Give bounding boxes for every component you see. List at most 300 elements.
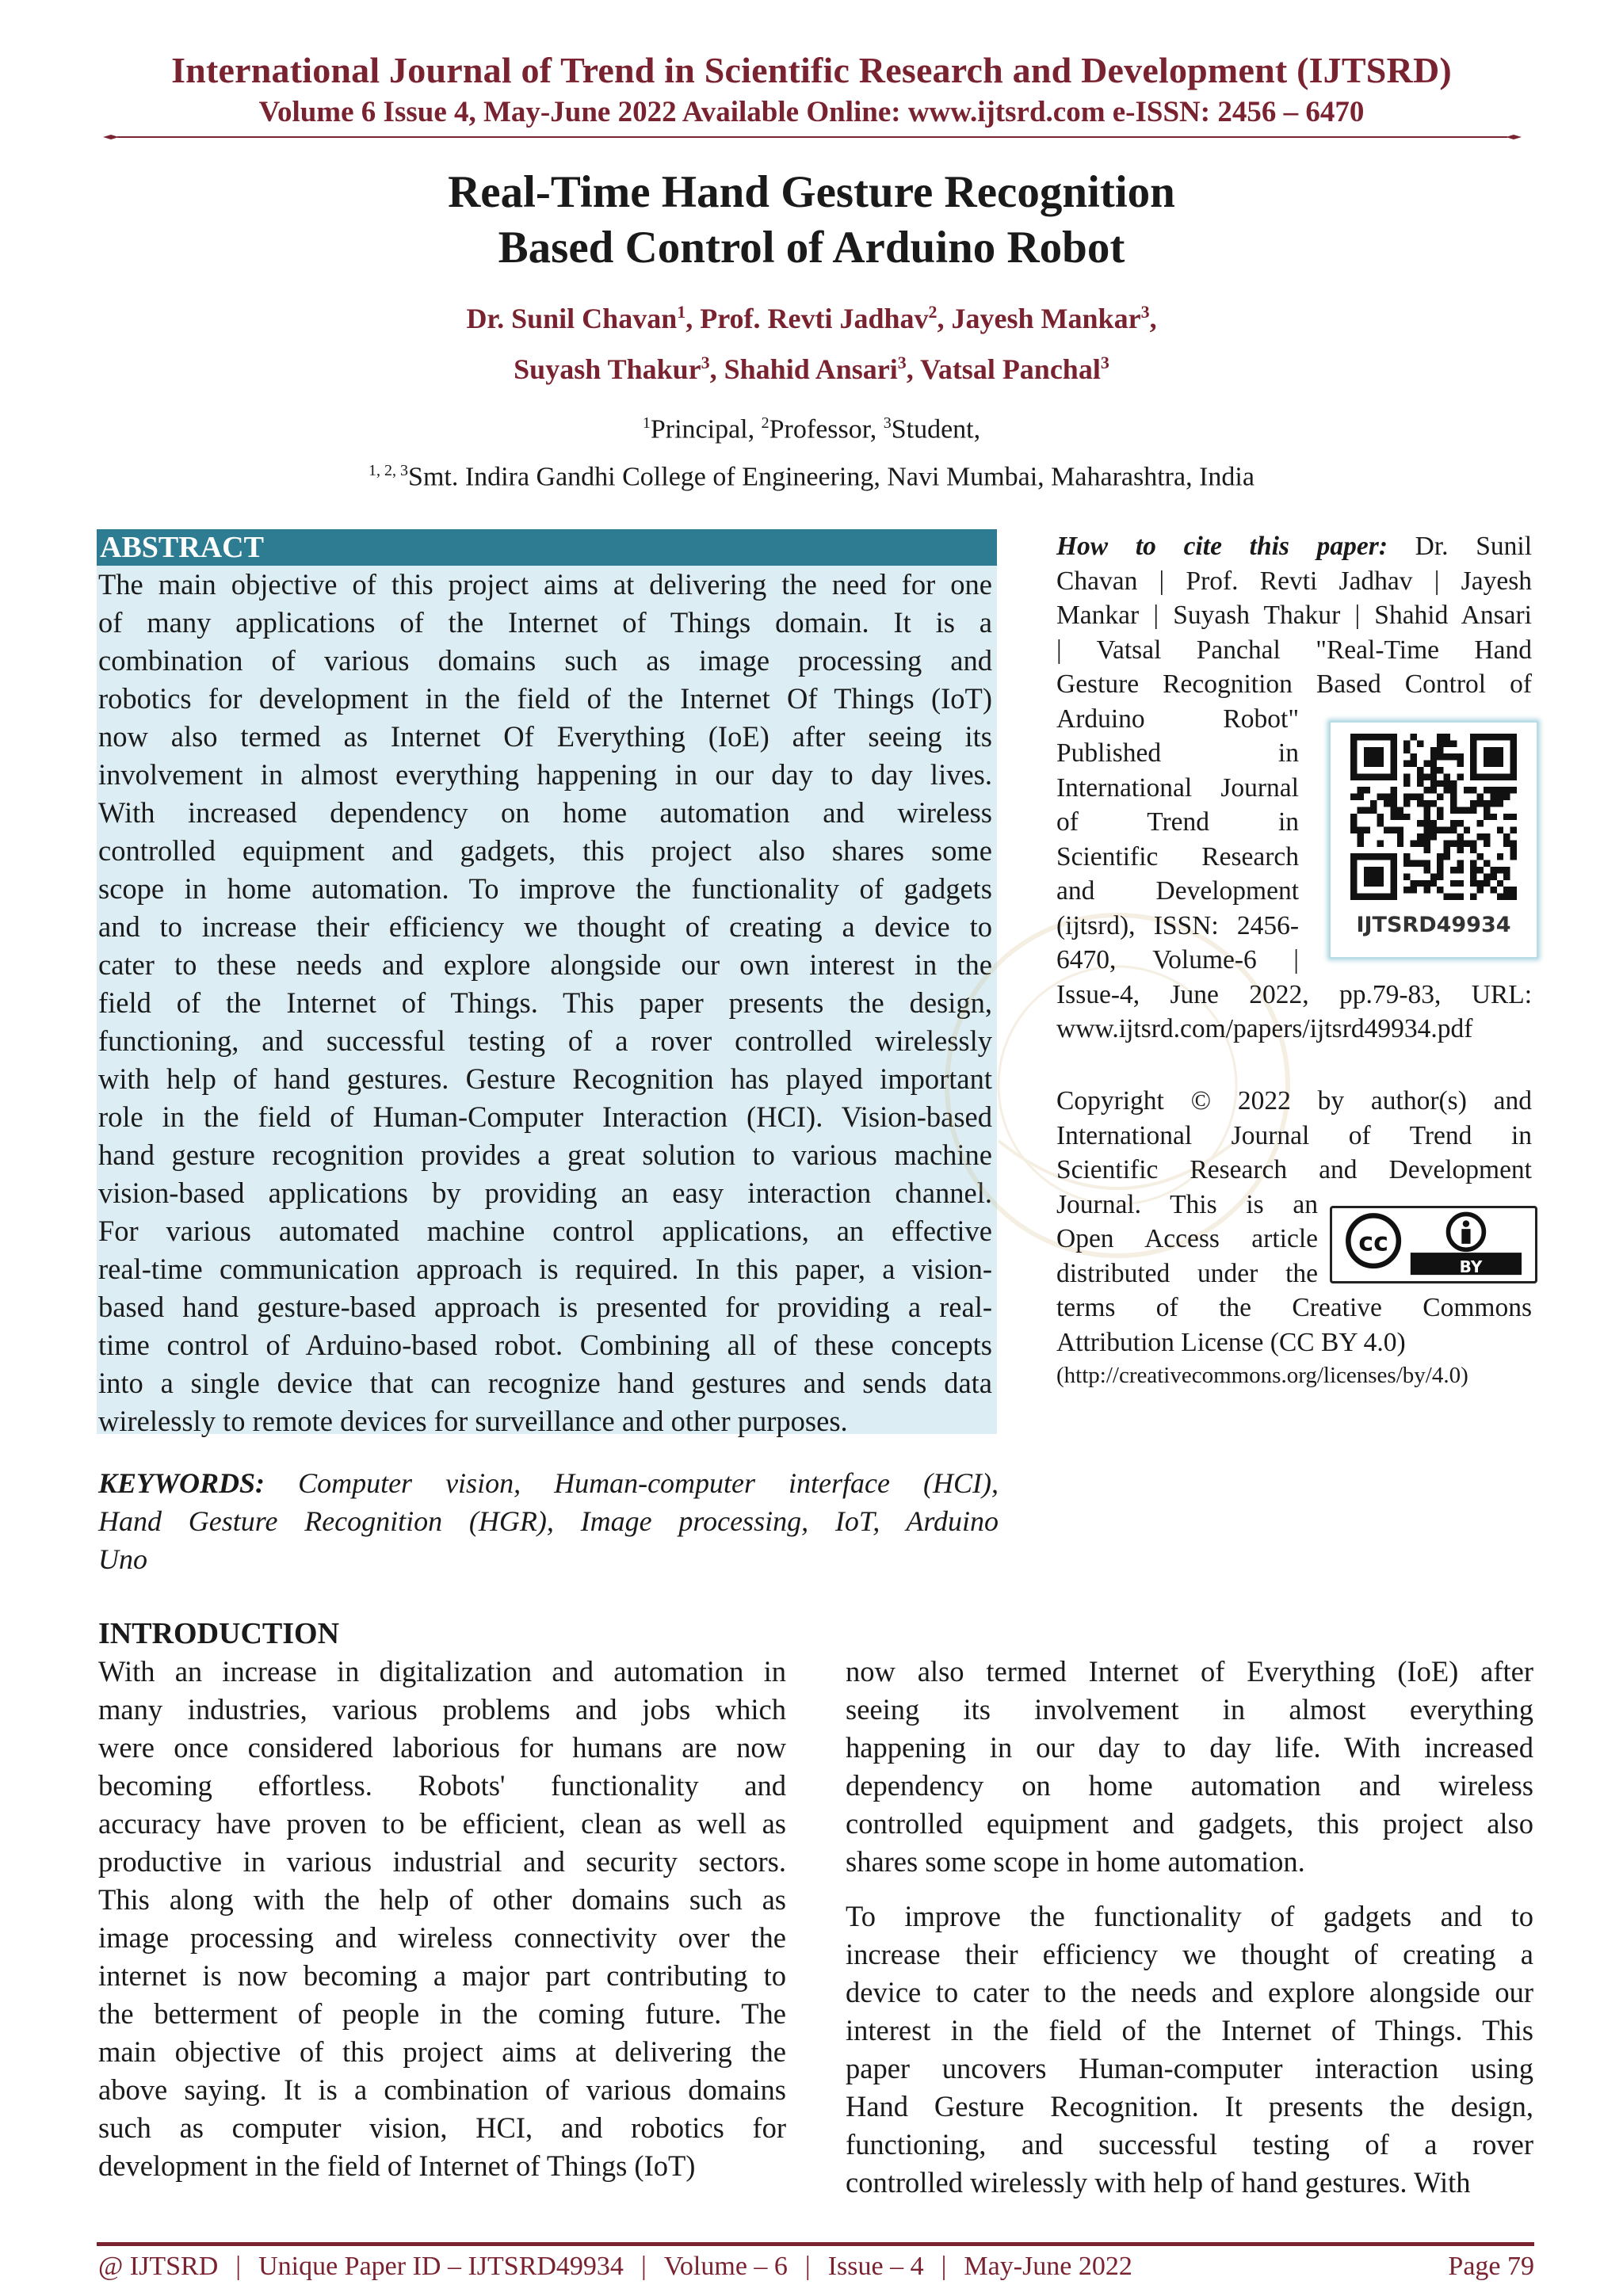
- qr-module: [1430, 787, 1437, 793]
- footer-item: @ IJTSRD: [98, 2252, 219, 2281]
- cc-by-badge: [1330, 1206, 1537, 1283]
- page-number: Page 79: [1448, 2252, 1534, 2281]
- abstract-line: of many applications of the Internet of Things domain. It is a: [98, 606, 992, 639]
- abstract-line: The main objective of this project aims at delivering the need for one: [98, 568, 992, 601]
- intro-line: With an increase in digitalization and automation in: [98, 1655, 786, 1688]
- qr-module: [1457, 753, 1463, 760]
- abstract-line: vision-based applications by providing an easy interaction channel.: [98, 1177, 992, 1209]
- qr-finder: [1470, 773, 1517, 780]
- qr-module: [1403, 740, 1410, 746]
- license-url[interactable]: (http://creativecommons.org/licenses/by/4.0): [1056, 1363, 1468, 1388]
- intro-line: paper uncovers Human-computer interaction using: [846, 2052, 1533, 2084]
- qr-module: [1450, 820, 1457, 826]
- intro-line: development in the field of Internet of Things (IoT): [98, 2149, 696, 2182]
- intro-line: controlled wirelessly with help of hand gestures. With: [846, 2166, 1471, 2199]
- cite-line: Issue-4, June 2022, pp.79-83, URL:: [1056, 979, 1532, 1009]
- qr-module: [1390, 807, 1396, 813]
- qr-module: [1457, 820, 1463, 826]
- qr-module: [1403, 773, 1410, 780]
- cite-line: Chavan | Prof. Revti Jadhav | Jayesh: [1056, 566, 1532, 596]
- qr-module: [1477, 794, 1484, 800]
- qr-module: [1497, 827, 1503, 833]
- qr-module: [1423, 867, 1430, 873]
- intro-line: productive in various industrial and security sectors.: [98, 1845, 786, 1878]
- abstract-heading-text: ABSTRACT: [100, 531, 264, 564]
- qr-finder: [1484, 747, 1503, 767]
- qr-module: [1510, 853, 1517, 860]
- qr-module: [1417, 780, 1423, 787]
- qr-module: [1484, 807, 1490, 813]
- author-name: Vatsal Panchal: [920, 353, 1101, 385]
- affiliations: [0, 402, 1623, 498]
- qr-module: [1370, 800, 1377, 807]
- qr-finder: [1350, 773, 1397, 780]
- qr-module: [1457, 761, 1463, 767]
- qr-module: [1417, 860, 1423, 867]
- abstract-line: into a single device that can recognize hand gestures and sends data: [98, 1367, 992, 1399]
- qr-module: [1470, 860, 1476, 867]
- keywords-text: Computer vision, Human-computer interface (HCI),: [265, 1467, 999, 1499]
- keywords-line: [98, 1464, 999, 1502]
- qr-module: [1503, 840, 1510, 846]
- qr-module: [1390, 787, 1396, 793]
- qr-module: [1430, 761, 1437, 767]
- intro-line: dependency on home automation and wireless: [846, 1769, 1533, 1802]
- qr-module: [1477, 880, 1484, 887]
- qr-module: [1430, 873, 1437, 879]
- footer-separator: |: [640, 2252, 647, 2281]
- qr-module: [1430, 767, 1437, 773]
- qr-module: [1390, 800, 1396, 807]
- qr-module: [1377, 794, 1384, 800]
- qr-module: [1417, 833, 1423, 840]
- qr-module: [1444, 853, 1450, 860]
- qr-module: [1430, 880, 1437, 887]
- qr-finder: [1364, 747, 1384, 767]
- qr-module: [1477, 833, 1484, 840]
- qr-module: [1390, 827, 1396, 833]
- abstract-line: cater to these needs and explore alongside our own interest in the: [98, 948, 992, 981]
- qr-module: [1503, 787, 1510, 793]
- author-sep: ,: [709, 353, 724, 385]
- qr-module: [1457, 880, 1463, 887]
- qr-module: [1510, 887, 1517, 893]
- qr-module: [1444, 894, 1450, 900]
- qr-module: [1477, 800, 1484, 807]
- qr-module: [1411, 887, 1417, 893]
- author-name: Dr. Sunil Chavan: [466, 303, 678, 334]
- qr-module: [1417, 800, 1423, 807]
- qr-module: [1490, 867, 1496, 873]
- author-list: [0, 290, 1623, 391]
- qr-module: [1430, 780, 1437, 787]
- qr-finder: [1350, 894, 1397, 900]
- abstract-line: With increased dependency on home automation and wireless: [98, 796, 992, 829]
- qr-module: [1364, 807, 1370, 813]
- abstract-line: involvement in almost everything happening in our day to day lives.: [98, 758, 992, 791]
- journal-subtitle: Volume 6 Issue 4, May-June 2022 Available Online: www.ijtsrd.com e-ISSN: 2456 – 6470: [258, 96, 1365, 128]
- abstract-line: real-time communication approach is required. In this paper, a vision-: [98, 1253, 992, 1285]
- qr-finder: [1510, 734, 1517, 780]
- qr-module: [1411, 794, 1417, 800]
- qr-module: [1437, 747, 1443, 753]
- qr-module: [1450, 794, 1457, 800]
- qr-module: [1503, 814, 1510, 820]
- qr-module: [1450, 807, 1457, 813]
- qr-module: [1364, 827, 1370, 833]
- qr-module: [1411, 840, 1417, 846]
- qr-module: [1457, 807, 1463, 813]
- qr-module: [1457, 773, 1463, 780]
- qr-module: [1450, 787, 1457, 793]
- qr-finder: [1470, 734, 1476, 780]
- qr-module: [1437, 740, 1443, 746]
- cite-first-line: [1056, 529, 1532, 564]
- author-sep: ,: [937, 303, 952, 334]
- copyright-line: Attribution License (CC BY 4.0): [1056, 1327, 1406, 1357]
- cite-line: www.ijtsrd.com/papers/ijtsrd49934.pdf: [1056, 1014, 1473, 1043]
- qr-module: [1503, 887, 1510, 893]
- qr-module: [1510, 894, 1517, 900]
- author-name: Shahid Ansari: [724, 353, 898, 385]
- qr-module: [1490, 814, 1496, 820]
- qr-module: [1411, 734, 1417, 740]
- paper-title: [0, 165, 1623, 276]
- qr-module: [1397, 814, 1403, 820]
- author-sep: ,: [906, 353, 921, 385]
- qr-module: [1484, 840, 1490, 846]
- qr-module: [1444, 740, 1450, 746]
- qr-module: [1497, 867, 1503, 873]
- qr-module: [1423, 887, 1430, 893]
- qr-module: [1503, 794, 1510, 800]
- qr-module: [1450, 800, 1457, 807]
- qr-module: [1457, 894, 1463, 900]
- cite-label: How to cite this paper:: [1056, 532, 1388, 561]
- qr-module: [1397, 833, 1403, 840]
- institution-sup: 1, 2, 3: [369, 462, 409, 480]
- qr-finder: [1350, 734, 1357, 780]
- author-name: Jayesh Mankar: [951, 303, 1141, 334]
- footer-info: [98, 2252, 1132, 2282]
- qr-module: [1377, 820, 1384, 826]
- abstract-line: role in the field of Human-Computer Interaction (HCI). Vision-based: [98, 1100, 992, 1133]
- qr-module: [1490, 787, 1496, 793]
- qr-module: [1497, 853, 1503, 860]
- copyright-line: distributed under the: [1056, 1258, 1318, 1288]
- qr-module: [1411, 880, 1417, 887]
- author-sup: 3: [1100, 353, 1109, 372]
- footer-item: Unique Paper ID – IJTSRD49934: [258, 2252, 624, 2281]
- author-sup: 3: [701, 353, 710, 372]
- qr-finder: [1350, 734, 1397, 740]
- cite-line: Arduino Robot": [1056, 704, 1299, 734]
- intro-line: To improve the functionality of gadgets and to: [846, 1900, 1533, 1932]
- qr-module: [1437, 794, 1443, 800]
- institution: [0, 450, 1623, 498]
- abstract-line: field of the Internet of Things. This paper presents the design,: [98, 986, 992, 1019]
- qr-module: [1403, 860, 1410, 867]
- qr-module: [1397, 807, 1403, 813]
- qr-module: [1444, 753, 1450, 760]
- abstract-line: hand gesture recognition provides a great solution to various machine: [98, 1138, 992, 1171]
- qr-module: [1417, 740, 1423, 746]
- introduction-right-column: [846, 1653, 1533, 2202]
- qr-module: [1357, 840, 1363, 846]
- qr-finder: [1350, 853, 1357, 900]
- keywords-line: Hand Gesture Recognition (HGR), Image processing, IoT, Arduino: [98, 1505, 999, 1537]
- qr-module: [1417, 773, 1423, 780]
- author-sup: 3: [1140, 302, 1150, 322]
- qr-module: [1444, 773, 1450, 780]
- qr-module: [1357, 794, 1363, 800]
- qr-module: [1470, 847, 1476, 853]
- qr-module: [1411, 753, 1417, 760]
- qr-module: [1417, 794, 1423, 800]
- header-divider: [103, 135, 1522, 139]
- copyright-line: terms of the Creative Commons: [1056, 1293, 1532, 1322]
- qr-module: [1423, 880, 1430, 887]
- cite-text: Dr. Sunil: [1387, 532, 1532, 561]
- abstract-line: robotics for development in the field of the Internet Of Things (IoT): [98, 682, 992, 715]
- qr-module: [1510, 787, 1517, 793]
- qr-module: [1444, 827, 1450, 833]
- intro-line: such as computer vision, HCI, and robotics for: [98, 2111, 786, 2144]
- intro-line: now also termed Internet of Everything (IoE) after: [846, 1655, 1533, 1688]
- qr-module: [1497, 794, 1503, 800]
- qr-module: [1430, 747, 1437, 753]
- qr-module: [1457, 867, 1463, 873]
- qr-finder: [1390, 853, 1396, 900]
- qr-module: [1403, 873, 1410, 879]
- author-sep: ,: [1149, 303, 1157, 334]
- qr-module: [1503, 894, 1510, 900]
- qr-module: [1457, 860, 1463, 867]
- qr-module: [1490, 873, 1496, 879]
- qr-module: [1390, 814, 1396, 820]
- qr-module: [1450, 880, 1457, 887]
- role-text: Professor,: [769, 414, 884, 444]
- cite-line: Scientific Research: [1056, 841, 1299, 871]
- role-text: Principal,: [650, 414, 762, 444]
- qr-module: [1484, 814, 1490, 820]
- cite-line: 6470, Volume-6 |: [1056, 945, 1299, 974]
- qr-module: [1457, 840, 1463, 846]
- cite-wide-lines: [1056, 564, 1532, 702]
- introduction-left-column: [98, 1653, 786, 2185]
- qr-module: [1437, 734, 1443, 740]
- footer-item: Volume – 6: [663, 2252, 788, 2281]
- qr-finder: [1470, 734, 1517, 740]
- qr-module: [1464, 787, 1470, 793]
- intro-line: main objective of this project aims at delivering the: [98, 2035, 786, 2068]
- qr-module: [1470, 800, 1476, 807]
- qr-module: [1423, 761, 1430, 767]
- intro-paragraph: [846, 1897, 1533, 2202]
- qr-module: [1450, 827, 1457, 833]
- qr-module: [1384, 800, 1390, 807]
- qr-module: [1470, 787, 1476, 793]
- qr-module: [1423, 773, 1430, 780]
- footer-item: Issue – 4: [827, 2252, 924, 2281]
- qr-module: [1497, 880, 1503, 887]
- qr-module: [1350, 827, 1357, 833]
- qr-module: [1444, 787, 1450, 793]
- copyright-line: Scientific Research and Development: [1056, 1155, 1532, 1184]
- author-sup: 1: [677, 302, 686, 322]
- qr-module: [1450, 840, 1457, 846]
- qr-module: [1423, 847, 1430, 853]
- cite-line: (ijtsrd), ISSN: 2456-: [1056, 910, 1299, 940]
- qr-module: [1484, 787, 1490, 793]
- qr-module: [1437, 753, 1443, 760]
- qr-module: [1450, 740, 1457, 746]
- qr-module: [1470, 807, 1476, 813]
- qr-module: [1470, 880, 1476, 887]
- qr-module: [1411, 860, 1417, 867]
- abstract-line: controlled equipment and gadgets, this project also shares some: [98, 834, 992, 867]
- intro-line: controlled equipment and gadgets, this project also: [846, 1807, 1533, 1840]
- author-sep: ,: [685, 303, 701, 334]
- intro-paragraph: [846, 1653, 1533, 1881]
- qr-module: [1430, 773, 1437, 780]
- qr-module: [1457, 847, 1463, 853]
- qr-module: [1437, 767, 1443, 773]
- qr-module: [1423, 827, 1430, 833]
- intro-line: functioning, and successful testing of a rover: [846, 2128, 1533, 2161]
- qr-module: [1417, 767, 1423, 773]
- qr-module: [1437, 873, 1443, 879]
- footer-item: May-June 2022: [964, 2252, 1132, 2281]
- qr-module: [1403, 747, 1410, 753]
- qr-module: [1484, 880, 1490, 887]
- qr-module: [1497, 894, 1503, 900]
- qr-module: [1417, 880, 1423, 887]
- qr-finder: [1350, 853, 1397, 860]
- qr-module: [1477, 887, 1484, 893]
- qr-module: [1350, 820, 1357, 826]
- intro-line: shares some scope in home automation.: [846, 1845, 1305, 1878]
- qr-module: [1423, 860, 1430, 867]
- footer-separator: |: [235, 2252, 242, 2281]
- intro-line: were once considered laborious for humans are now: [98, 1731, 786, 1764]
- author-name: Suyash Thakur: [514, 353, 701, 385]
- qr-module: [1437, 887, 1443, 893]
- qr-module: [1397, 827, 1403, 833]
- journal-title: International Journal of Trend in Scientific Research and Development (IJTSRD): [171, 50, 1452, 90]
- intro-line: device to cater to the needs and explore alongside our: [846, 1976, 1533, 2008]
- author-sup: 2: [928, 302, 938, 322]
- copyright-line: Open Access article: [1056, 1224, 1318, 1253]
- qr-module: [1444, 780, 1450, 787]
- cite-url-lines: [1056, 978, 1532, 1047]
- qr-module: [1403, 780, 1410, 787]
- qr-module: [1411, 761, 1417, 767]
- qr-module: [1377, 840, 1384, 846]
- qr-module: [1503, 833, 1510, 840]
- qr-module: [1490, 887, 1496, 893]
- qr-module: [1510, 847, 1517, 853]
- qr-module: [1437, 853, 1443, 860]
- qr-module: [1397, 840, 1403, 846]
- qr-module: [1423, 820, 1430, 826]
- qr-module: [1477, 853, 1484, 860]
- qr-module: [1403, 800, 1410, 807]
- role-sup: 2: [761, 414, 769, 432]
- intro-line: image processing and wireless connectivity over the: [98, 1921, 786, 1954]
- paper-title-line-2: Based Control of Arduino Robot: [498, 223, 1125, 273]
- qr-module: [1384, 794, 1390, 800]
- qr-module: [1470, 867, 1476, 873]
- abstract-text: [98, 566, 992, 1440]
- copyright-line: Copyright © 2022 by author(s) and: [1056, 1086, 1532, 1116]
- qr-module: [1430, 800, 1437, 807]
- qr-module: [1377, 814, 1384, 820]
- cite-line: Mankar | Suyash Thakur | Shahid Ansari: [1056, 601, 1532, 630]
- qr-module: [1444, 847, 1450, 853]
- qr-module: [1497, 787, 1503, 793]
- copyright-license-lines: [1056, 1291, 1532, 1360]
- qr-module: [1464, 827, 1470, 833]
- qr-module: [1403, 853, 1410, 860]
- author-roles: [0, 402, 1623, 450]
- paper-title-line-1: Real-Time Hand Gesture Recognition: [448, 167, 1175, 217]
- qr-module: [1464, 840, 1470, 846]
- qr-module: [1350, 814, 1357, 820]
- qr-module: [1423, 800, 1430, 807]
- cite-line: and Development: [1056, 876, 1299, 906]
- qr-module: [1423, 787, 1430, 793]
- intro-line: above saying. It is a combination of various domains: [98, 2073, 786, 2106]
- qr-module: [1430, 833, 1437, 840]
- qr-module: [1437, 860, 1443, 867]
- qr-module: [1450, 780, 1457, 787]
- qr-module: [1357, 787, 1363, 793]
- intro-line: the betterment of people in the coming future. The: [98, 1997, 786, 2030]
- intro-line: Hand Gesture Recognition. It presents the design,: [846, 2090, 1533, 2122]
- role-text: Student,: [891, 414, 981, 444]
- cite-line: of Trend in: [1056, 807, 1299, 837]
- abstract-line: now also termed as Internet Of Everything (IoE) after seeing its: [98, 720, 992, 753]
- qr-module: [1384, 827, 1390, 833]
- intro-line: becoming effortless. Robots' functionality and: [98, 1769, 786, 1802]
- qr-module: [1484, 860, 1490, 867]
- introduction-heading: INTRODUCTION: [98, 1617, 340, 1650]
- abstract-line: and to increase their efficiency we thought of creating a device to: [98, 910, 992, 943]
- qr-module: [1497, 800, 1503, 807]
- cite-line: | Vatsal Panchal "Real-Time Hand: [1056, 635, 1532, 665]
- qr-module: [1370, 807, 1377, 813]
- intro-line: internet is now becoming a major part contributing to: [98, 1959, 786, 1992]
- author-sup: 3: [897, 353, 907, 372]
- intro-line: This along with the help of other domains such as: [98, 1883, 786, 1916]
- institution-name: Smt. Indira Gandhi College of Engineering, Navi Mumbai, Maharashtra, India: [408, 462, 1254, 492]
- qr-module: [1390, 794, 1396, 800]
- footer-divider: [97, 2242, 1534, 2246]
- abstract-line: with help of hand gestures. Gesture Recognition has played important: [98, 1062, 992, 1095]
- qr-module: [1423, 840, 1430, 846]
- footer-separator: |: [941, 2252, 947, 2281]
- qr-module: [1430, 820, 1437, 826]
- page-footer: [98, 2252, 1534, 2282]
- cite-line: Published in: [1056, 738, 1299, 768]
- qr-code-icon: [1350, 734, 1517, 900]
- author-name: Prof. Revti Jadhav: [700, 303, 929, 334]
- qr-module: [1490, 800, 1496, 807]
- qr-module: [1357, 807, 1363, 813]
- qr-module: [1450, 867, 1457, 873]
- copyright-line: International Journal of Trend in: [1056, 1120, 1532, 1150]
